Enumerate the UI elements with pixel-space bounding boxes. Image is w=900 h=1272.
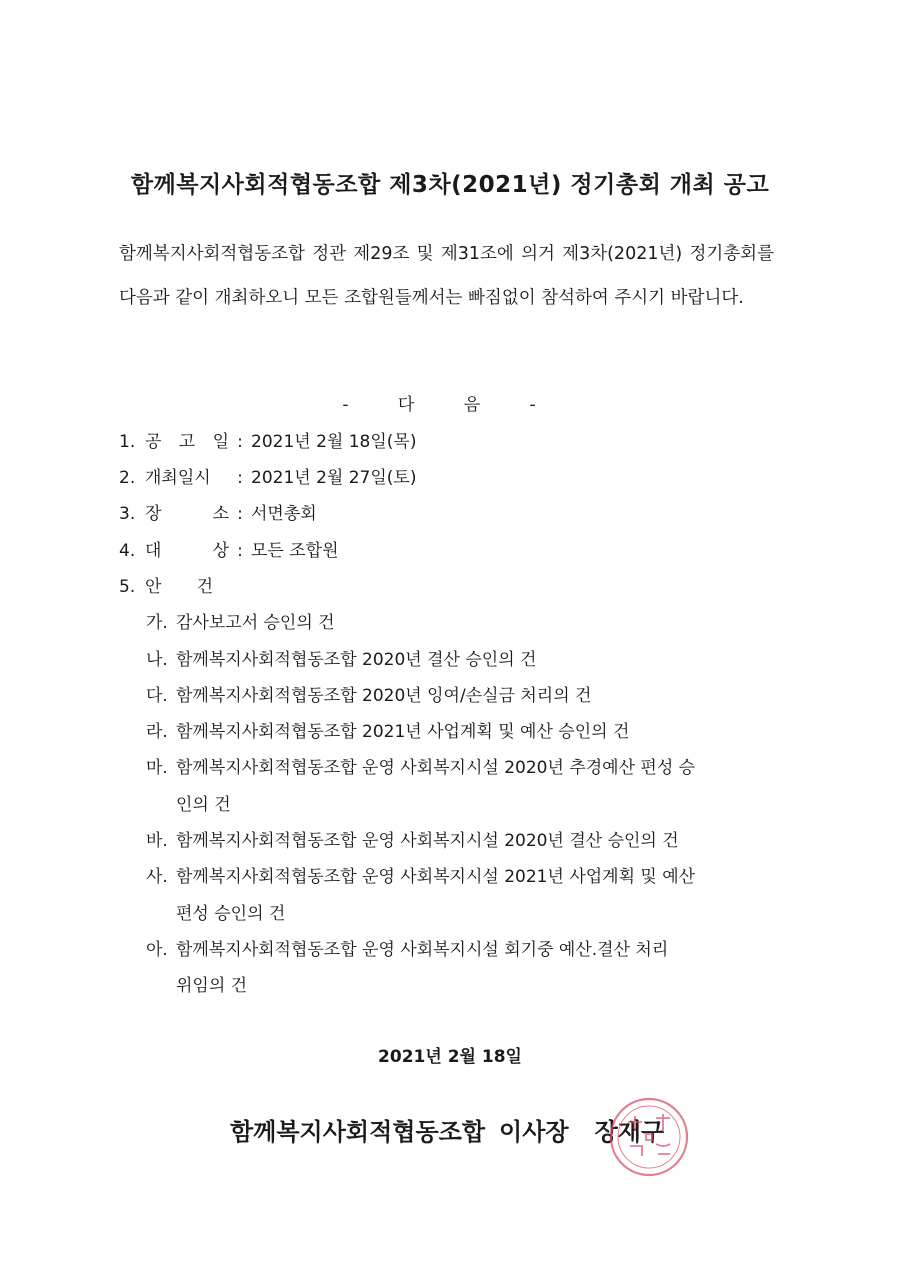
agenda-marker: 사. [146,867,168,887]
item-label: 대 상 [145,541,229,561]
agenda-marker: 아. [146,940,168,960]
item-value: 서면총회 [251,504,317,524]
item-label: 공 고 일 [145,432,229,452]
agenda-text-continuation: 위임의 건 [176,976,248,996]
agenda-text: 함께복지사회적협동조합 2020년 결산 승인의 건 [176,650,537,670]
agenda-text-continuation: 편성 승인의 건 [176,904,286,924]
agenda-item [146,862,695,887]
agenda-item [146,645,536,670]
agenda-marker: 라. [146,722,168,742]
page-title: 함께복지사회적협동조합 제3차(2021년) 정기총회 개최 공고 [130,172,770,198]
item-label: 안 건 [145,577,213,597]
item-colon: : [237,468,243,488]
agenda-marker: 가. [146,613,168,633]
agenda-text: 함께복지사회적협동조합 운영 사회복지시설 회기중 예산.결산 처리 [176,940,669,960]
official-seal-stamp [606,1094,692,1180]
agenda-text: 감사보고서 승인의 건 [176,613,335,633]
agenda-text: 함께복지사회적협동조합 2021년 사업계획 및 예산 승인의 건 [176,722,630,742]
item-number: 2. [119,468,136,488]
agenda-marker: 나. [146,650,168,670]
notice-date: 2021년 2월 18일 [378,1047,522,1067]
item-value: 2021년 2월 27일(토) [251,468,417,488]
agenda-item [146,681,591,706]
item-number: 5. [119,577,136,597]
signer-name: 장재구 [594,1118,665,1146]
item-announce-date [119,427,416,452]
item-target [119,536,339,561]
item-label: 개최일시 [145,468,211,488]
agenda-item [146,608,335,633]
section-separator: - 다 음 - [342,395,558,415]
item-number: 3. [119,504,136,524]
agenda-text: 함께복지사회적협동조합 운영 사회복지시설 2020년 결산 승인의 건 [176,831,679,851]
item-colon: : [237,504,243,524]
agenda-text: 함께복지사회적협동조합 운영 사회복지시설 2020년 추경예산 편성 승 [176,758,696,778]
item-agenda-heading [119,572,213,597]
agenda-item [146,935,668,960]
item-location [119,499,317,524]
agenda-item [146,717,629,742]
signer-organization: 함께복지사회적협동조합 [230,1118,486,1146]
signer-role: 이사장 [499,1118,569,1146]
item-label: 장 소 [145,504,229,524]
agenda-item [146,753,695,778]
item-colon: : [237,432,243,452]
item-colon: : [237,541,243,561]
agenda-marker: 다. [146,686,168,706]
signature-line [230,1112,664,1147]
item-meeting-datetime [119,463,416,488]
item-value: 2021년 2월 18일(목) [251,432,417,452]
agenda-text-continuation: 인의 건 [176,795,231,815]
item-value: 모든 조합원 [251,541,339,561]
agenda-text: 함께복지사회적협동조합 2020년 잉여/손실금 처리의 건 [176,686,592,706]
item-number: 1. [119,432,136,452]
intro-paragraph: 함께복지사회적협동조합 정관 제29조 및 제31조에 의거 제3차(2021년) 정기총회를 다음과 같이 개최하오니 모든 조합원들께서는 빠짐없이 참석하여 주시기 바랍니다. [119,244,774,308]
agenda-marker: 마. [146,758,168,778]
item-number: 4. [119,541,136,561]
agenda-item [146,826,679,851]
agenda-text: 함께복지사회적협동조합 운영 사회복지시설 2021년 사업계획 및 예산 [176,867,696,887]
agenda-marker: 바. [146,831,168,851]
